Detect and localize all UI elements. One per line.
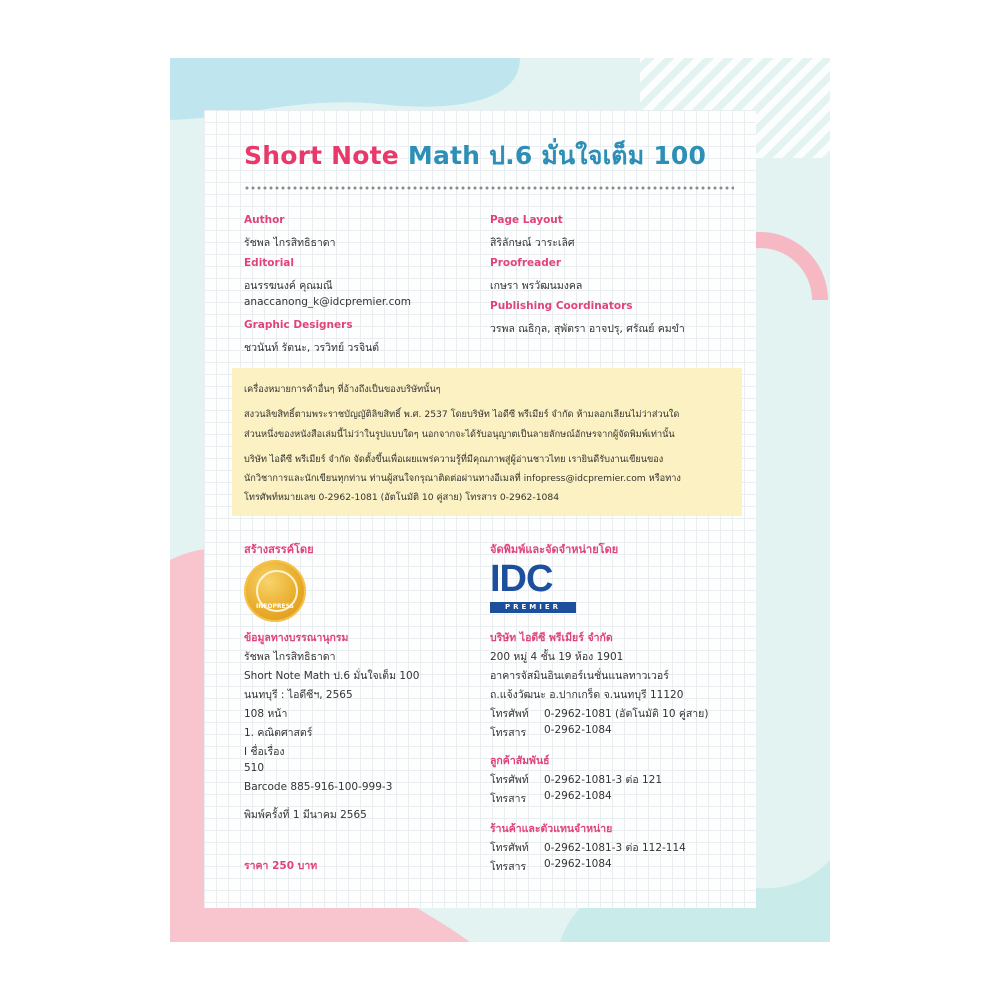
idc-logo-letters: IDC [490, 558, 553, 600]
dealers-phone-label: โทรศัพท์ [490, 842, 529, 854]
notice-line: เครื่องหมายการค้าอื่นๆ ที่อ้างถึงเป็นของบริษัทนั้นๆ [244, 384, 441, 395]
notice-line: โทรศัพท์หมายเลข 0-2962-1081 (อัตโนมัติ 10 คู่สาย) โทรสาร 0-2962-1084 [244, 492, 560, 503]
proofreader-value: เกษรา พรวัฒนมงคล [490, 280, 583, 292]
author-label: Author [244, 214, 285, 226]
company-phone: 0-2962-1081 (อัตโนมัติ 10 คู่สาย) [544, 708, 709, 720]
page-layout-value: สิริลักษณ์ วาระเลิศ [490, 237, 575, 249]
idc-logo-subtitle: PREMIER [490, 602, 576, 613]
catalog-line: Barcode 885-916-100-999-3 [244, 781, 393, 793]
dotted-divider [244, 186, 734, 190]
customer-phone-label: โทรศัพท์ [490, 774, 529, 786]
company-address-line: ถ.แจ้งวัฒนะ อ.ปากเกร็ด จ.นนทบุรี 11120 [490, 689, 684, 701]
graphic-designers-label: Graphic Designers [244, 319, 353, 331]
catalog-line: 108 หน้า [244, 708, 288, 720]
notice-line: สงวนลิขสิทธิ์ตามพระราชบัญญัติลิขสิทธิ์ พ.ศ. 2537 โดยบริษัท ไอดีซี พรีเมียร์ จำกัด ห้ามลอกเลียนไม่ว่าส่วนใด [244, 409, 680, 420]
created-by-heading: สร้างสรรค์โดย [244, 543, 314, 556]
company-address-line: 200 หมู่ 4 ชั้น 19 ห้อง 1901 [490, 651, 624, 663]
company-fax: 0-2962-1084 [544, 724, 612, 736]
catalog-line: รัชพล ไกรสิทธิธาดา [244, 651, 336, 663]
customer-fax: 0-2962-1084 [544, 790, 612, 802]
company-phone-label: โทรศัพท์ [490, 708, 529, 720]
company-address-line: อาคารจัสมินอินเตอร์เนชั่นแนลทาวเวอร์ [490, 670, 669, 682]
page-layout-label: Page Layout [490, 214, 563, 226]
author-value: รัชพล ไกรสิทธิธาดา [244, 237, 336, 249]
dealers-heading: ร้านค้าและตัวแทนจำหน่าย [490, 823, 613, 835]
infopress-logo-text: INFOPRESS [256, 603, 294, 610]
company-fax-label: โทรสาร [490, 727, 527, 739]
price: ราคา 250 บาท [244, 860, 318, 872]
editorial-email: anaccanong_k@idcpremier.com [244, 296, 412, 308]
catalog-line: Short Note Math ป.6 มั่นใจเต็ม 100 [244, 670, 420, 682]
publishing-coordinators-label: Publishing Coordinators [490, 300, 633, 312]
proofreader-label: Proofreader [490, 257, 562, 269]
catalog-heading: ข้อมูลทางบรรณานุกรม [244, 632, 349, 644]
notice-line: บริษัท ไอดีซี พรีเมียร์ จำกัด จัดตั้งขึ้นเพื่อเผยแพร่ความรู้ที่มีคุณภาพสู่ผู้อ่านชาวไทย เรายินดีรับงานเขียนของ [244, 454, 664, 465]
customer-phone: 0-2962-1081-3 ต่อ 121 [544, 774, 663, 786]
print-edition: พิมพ์ครั้งที่ 1 มีนาคม 2565 [244, 809, 367, 821]
title-part-math: Math ป.6 มั่นใจเต็ม 100 [407, 141, 707, 170]
customer-fax-label: โทรสาร [490, 793, 527, 805]
title-part-short-note: Short Note [244, 141, 399, 170]
published-by-heading: จัดพิมพ์และจัดจำหน่ายโดย [490, 543, 619, 556]
customer-relations-heading: ลูกค้าสัมพันธ์ [490, 755, 550, 767]
catalog-line: นนทบุรี : ไอดีซีฯ, 2565 [244, 689, 353, 701]
editorial-value: อนรรฆนงค์ คุณมณี [244, 280, 333, 292]
catalog-line: 1. คณิตศาสตร์ [244, 727, 313, 739]
notice-line: ส่วนหนึ่งของหนังสือเล่มนี้ไม่ว่าในรูปแบบใดๆ นอกจากจะได้รับอนุญาตเป็นลายลักษณ์อักษรจากผู้จัดพิมพ์เท่านั้น [244, 429, 675, 440]
idc-premier-logo [490, 558, 576, 614]
dealers-fax-label: โทรสาร [490, 861, 527, 873]
graphic-designers-value: ชวนันท์ รัตนะ, วรวิทย์ วรจินต์ [244, 342, 380, 354]
dealers-phone: 0-2962-1081-3 ต่อ 112-114 [544, 842, 686, 854]
publishing-coordinators-value: วรพล ณธิกุล, สุพัตรา อาจปรุ, ศรัณย์ คมขำ [490, 323, 685, 335]
infopress-logo [244, 560, 306, 622]
company-name: บริษัท ไอดีซี พรีเมียร์ จำกัด [490, 632, 613, 644]
catalog-line: 510 [244, 762, 265, 774]
book-title [244, 136, 706, 176]
notice-line: นักวิชาการและนักเขียนทุกท่าน ท่านผู้สนใจกรุณาติดต่อผ่านทางอีเมลที่ infopress@idcpremier.com หรือทาง [244, 473, 681, 484]
editorial-label: Editorial [244, 257, 294, 269]
catalog-line: I ชื่อเรื่อง [244, 746, 285, 758]
dealers-fax: 0-2962-1084 [544, 858, 612, 870]
